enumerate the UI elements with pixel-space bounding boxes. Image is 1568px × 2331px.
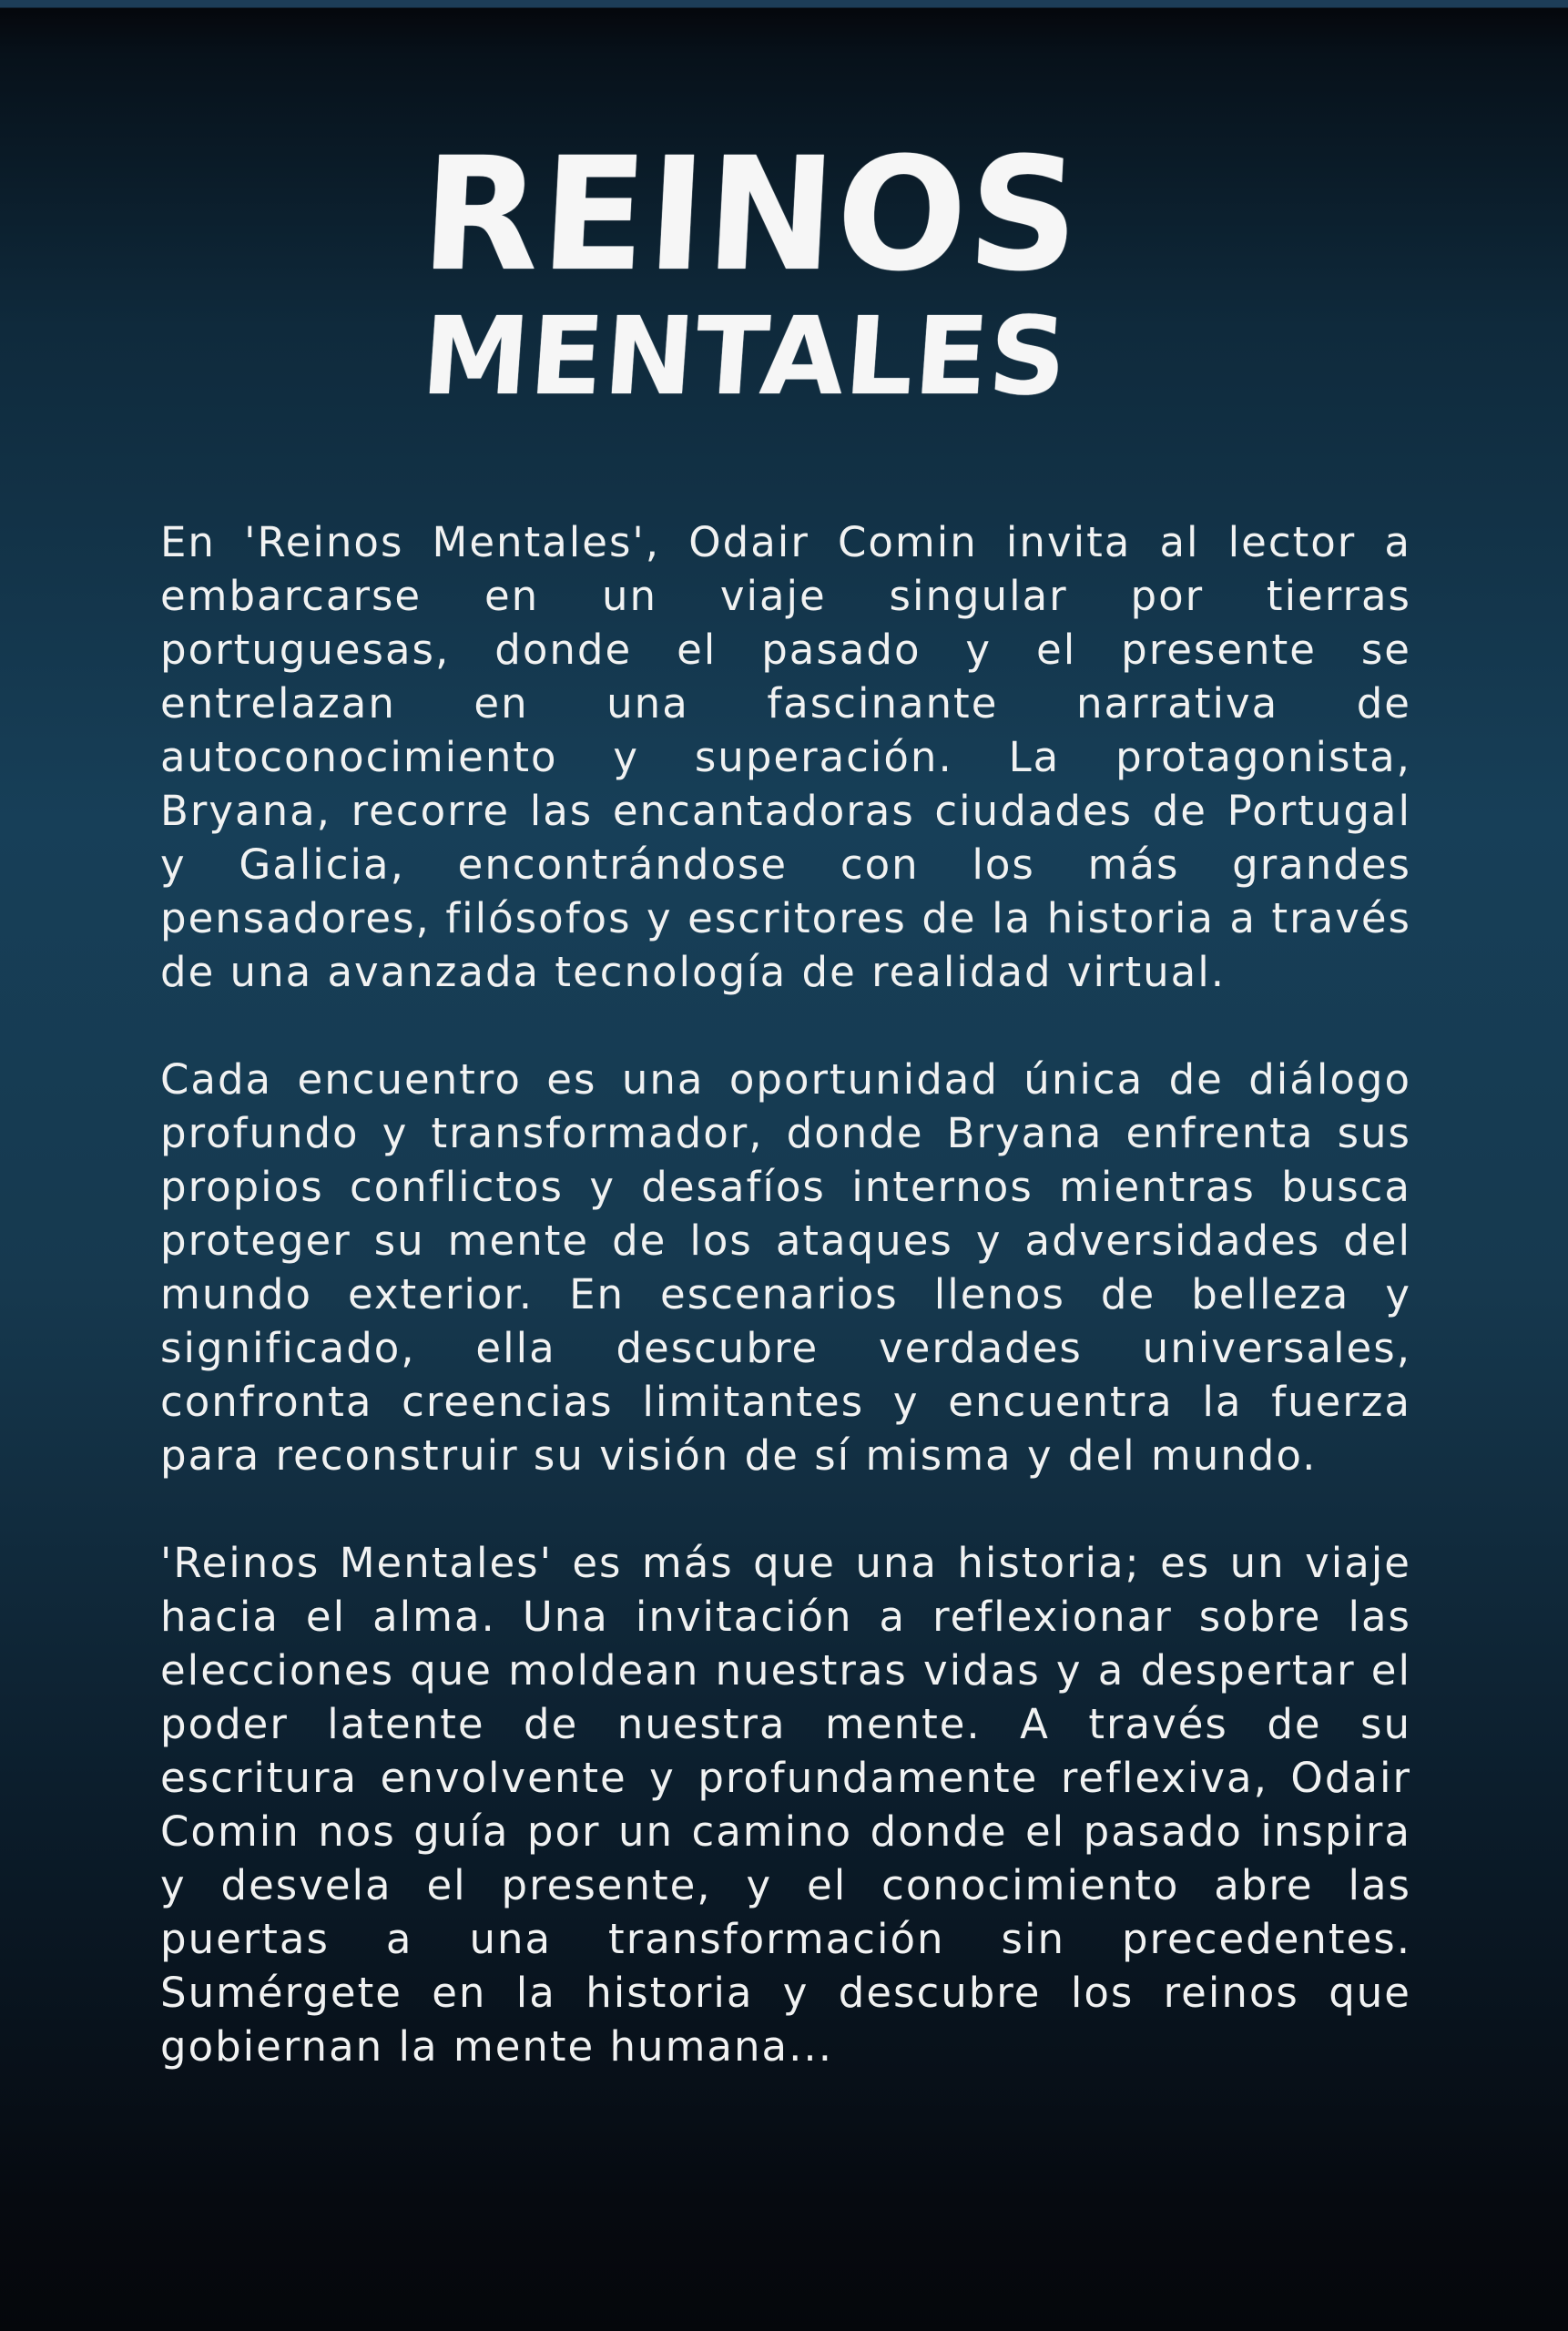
synopsis-paragraph-1: En 'Reinos Mentales', Odair Comin invita al lector a embarcarse en un viaje singular por tierras portuguesas, donde el pasado y el presente se entrelazan en una fascinante narrativa de autoconocimiento y superación. La protagonista, Bryana, recorre las encantadoras ciudades de Portugal y Galicia, encontrándose con los más grandes pensadores, filósofos y escritores de la historia a través de una avanzada tecnología de realidad virtual. [160, 518, 1411, 996]
book-title [417, 123, 1085, 419]
title-line-mentales: MENTALES [418, 293, 1072, 419]
title-line-reinos: REINOS [417, 123, 1085, 306]
synopsis-paragraph-2: Cada encuentro es una oportunidad única de diálogo profundo y transformador, donde Bryana enfrenta sus propios conflictos y desafíos internos mientras busca proteger su mente de los ataques y adversidades del mundo exterior. En escenarios llenos de belleza y significado, ella descubre verdades universales, confronta creencias limitantes y encuentra la fuerza para reconstruir su visión de sí misma y del mundo. [160, 1055, 1411, 1480]
synopsis-paragraph-3: 'Reinos Mentales' es más que una historia; es un viaje hacia el alma. Una invitación a reflexionar sobre las elecciones que moldean nuestras vidas y a despertar el poder latente de nuestra mente. A través de su escritura envolvente y profundamente reflexiva, Odair Comin nos guía por un camino donde el pasado inspira y desvela el presente, y el conocimiento abre las puertas a una transformación sin precedentes. Sumérgete en la historia y descubre los reinos que gobiernan la mente humana... [160, 1539, 1411, 2071]
synopsis-text [160, 515, 1411, 2127]
